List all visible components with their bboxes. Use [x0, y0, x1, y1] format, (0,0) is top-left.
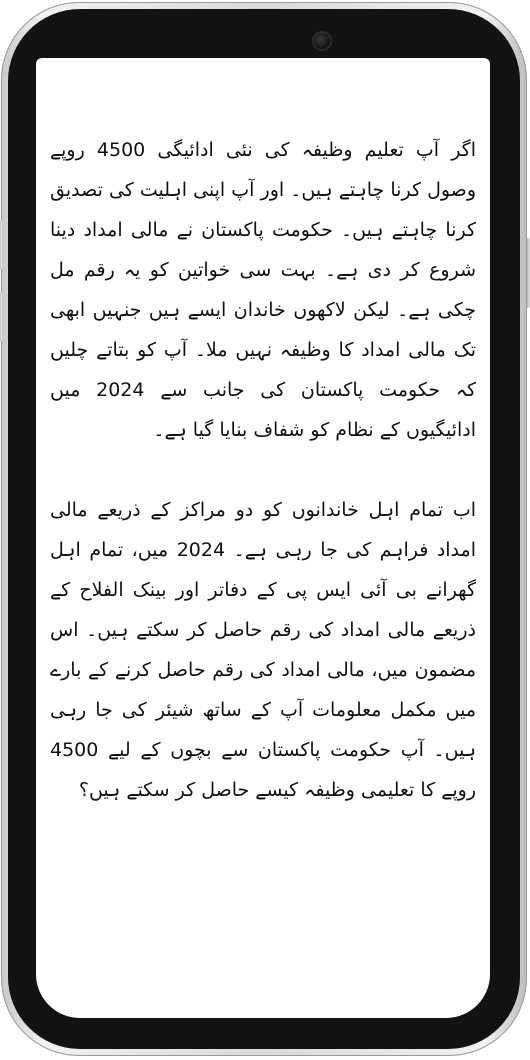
article-paragraph-2: اب تمام اہل خاندانوں کو دو مراکز کے ذریعے مالی امداد فراہم کی جا رہی ہے۔ 2024 میں، تمام اہل گھرانے بی آئی ایس پی کے دفاتر اور بینک الفلاح کے ذریعے مالی امداد کی رقم حاصل کر سکتے ہیں۔ اس مضمون میں، مالی امداد کی رقم حاصل کرنے کے بارے میں مکمل معلومات آپ کے ساتھ شیئر کی جا رہی ہیں۔ آپ حکومت پاکستان سے بچوں کے لیے 4500 روپے کا تعلیمی وظیفہ کیسے حاصل کر سکتے ہیں؟ [50, 499, 476, 801]
article-body [50, 130, 476, 810]
phone-screen [36, 58, 490, 1018]
article-paragraph-1: اگر آپ تعلیم وظیفہ کی نئی ادائیگی 4500 روپے وصول کرنا چاہتے ہیں۔ اور آپ اپنی اہلیت کی تصدیق کرنا چاہتے ہیں۔ حکومت پاکستان نے مالی امداد دینا شروع کر دی ہے۔ بہت سی خواتین کو یہ رقم مل چکی ہے۔ لیکن لاکھوں خاندان ایسے ہیں جنہیں ابھی تک مالی امداد کا وظیفہ نہیں ملا۔ آپ کو بتاتے چلیں کہ حکومت پاکستان کی جانب سے 2024 میں ادائیگیوں کے نظام کو شفاف بنایا گیا ہے۔ [50, 139, 476, 441]
camera-icon [314, 33, 330, 49]
volume-up-button [0, 220, 2, 270]
volume-down-button [0, 292, 2, 342]
power-button [526, 238, 530, 308]
